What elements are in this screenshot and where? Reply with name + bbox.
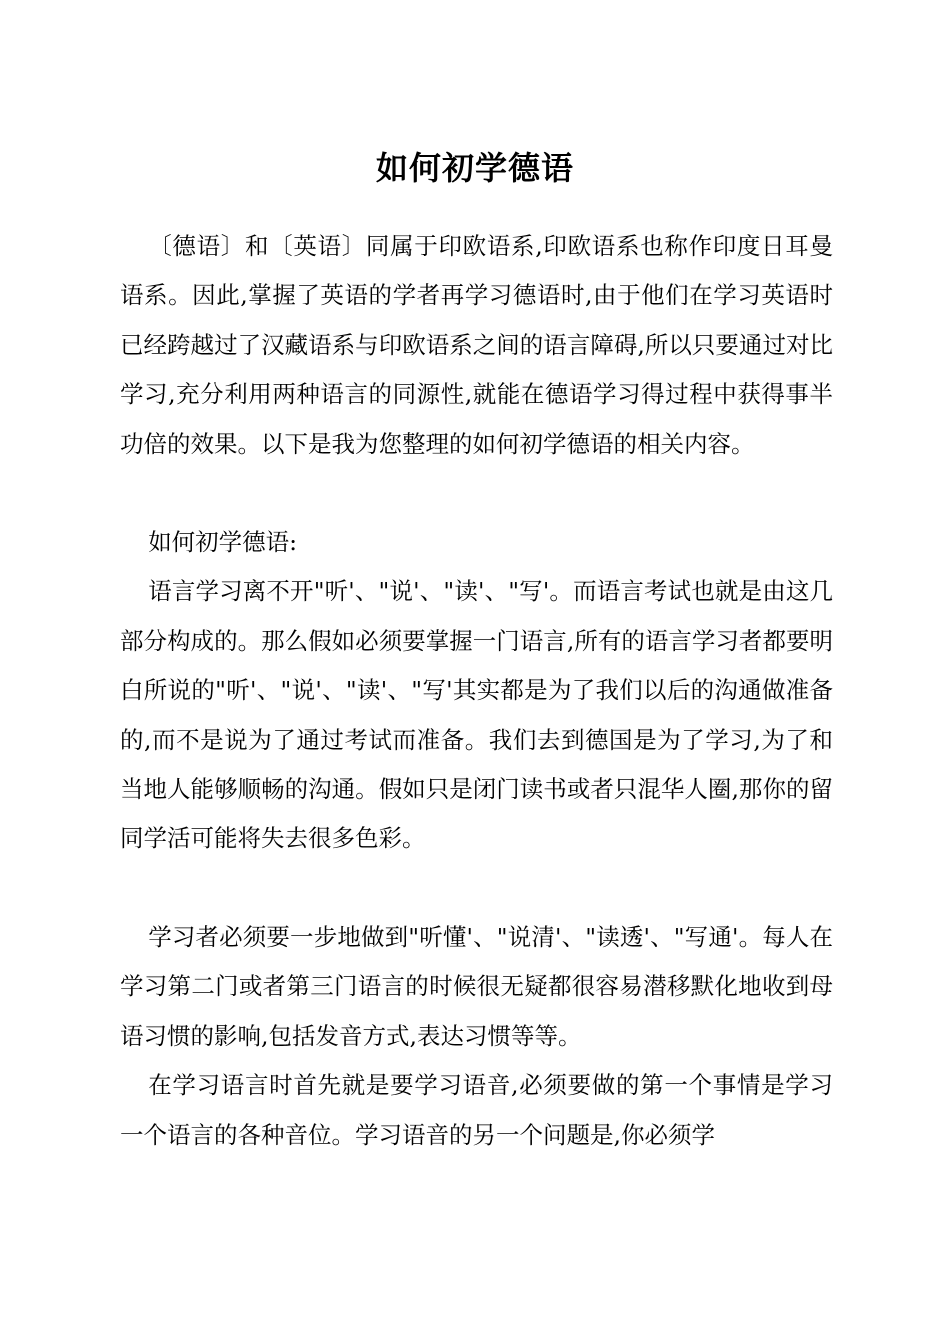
paragraph-phonetics: 在学习语言时首先就是要学习语音,必须要做的第一个事情是学习一个语言的各种音位。学习语音的另一个问题是,你必须学: [120, 1071, 833, 1149]
document-body: [120, 222, 833, 1160]
paragraph-intro: 〔德语〕和〔英语〕同属于印欧语系,印欧语系也称作印度日耳曼语系。因此,掌握了英语的学者再学习德语时,由于他们在学习英语时已经跨越过了汉藏语系与印欧语系之间的语言障碍,所以只要通过对比学习,充分利用两种语言的同源性,就能在德语学习得过程中获得事半功倍的效果。以下是我为您整理的如何初学德语的相关内容。: [120, 232, 833, 458]
paragraph-subheading: 如何初学德语:: [148, 528, 298, 557]
paragraph-listening-speaking: 语言学习离不开"听'、"说'、"读'、"写'。而语言考试也就是由这几部分构成的。那么假如必须要掌握一门语言,所有的语言学习者都要明白所说的"听'、"说'、"读'、"写'其实都是为了我们以后的沟通做准备的,而不是说为了通过考试而准备。我们去到德国是为了学习,为了和当地人能够顺畅的沟通。假如只是闭门读书或者只混华人圈,那你的留同学活可能将失去很多色彩。: [120, 577, 833, 853]
paragraph-spacer: [120, 864, 833, 913]
document-title: 如何初学德语: [375, 149, 574, 187]
paragraph-spacer: [120, 469, 833, 518]
paragraph-learner-steps: 学习者必须要一步地做到"听懂'、"说清'、"读透'、"写通'。每人在学习第二门或者第三门语言的时候很无疑都很容易潜移默化地收到母语习惯的影响,包括发音方式,表达习惯等等。: [120, 922, 833, 1050]
